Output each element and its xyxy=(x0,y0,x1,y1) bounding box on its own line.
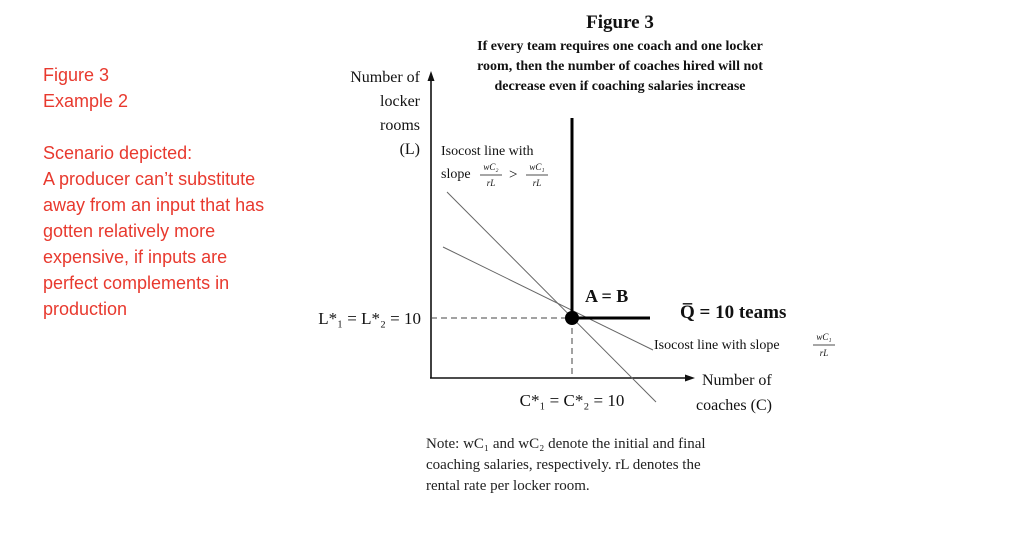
isocost2-label-line1: Isocost line with xyxy=(441,144,534,159)
tangency-point xyxy=(565,311,579,325)
scenario-line: away from an input that has xyxy=(43,195,265,215)
side-figure-label: Figure 3 xyxy=(43,65,110,85)
y-axis-label-line: rooms xyxy=(380,117,420,134)
figure-subtitle-line: room, then the number of coaches hired will not xyxy=(477,59,763,74)
y-axis-label-line: (L) xyxy=(399,141,420,158)
scenario-line: production xyxy=(43,299,128,319)
isocost2-den-right: rL xyxy=(532,178,542,188)
note-line: rental rate per locker room. xyxy=(426,478,590,494)
x-axis-arrow xyxy=(685,375,695,382)
isocost2-num-left: wC₂ xyxy=(483,162,499,172)
isocost2-den-left: rL xyxy=(486,178,496,188)
y-tick-label: L*₁ = L*₂ = 10 xyxy=(318,309,421,328)
x-axis-label-line: Number of xyxy=(702,372,772,389)
side-example-label: Example 2 xyxy=(43,91,129,111)
figure-title: Figure 3 xyxy=(586,12,654,33)
y-axis-label-line: locker xyxy=(380,93,420,110)
isoquant-label: Q̅ = 10 teams xyxy=(680,302,787,323)
isocost2-comparator: > xyxy=(509,167,518,183)
figure-subtitle-line: If every team requires one coach and one locker xyxy=(477,39,763,54)
x-axis-label-line: coaches (C) xyxy=(696,397,772,414)
scenario-line: A producer can’t substitute xyxy=(43,169,256,189)
scenario-line: perfect complements in xyxy=(43,273,230,293)
y-axis-arrow xyxy=(428,71,435,81)
scenario-heading: Scenario depicted: xyxy=(43,143,193,163)
scenario-line: gotten relatively more xyxy=(43,221,216,241)
scenario-line: expensive, if inputs are xyxy=(43,247,228,267)
isocost2-label-prefix: slope xyxy=(441,167,471,182)
x-tick-label: C*₁ = C*₂ = 10 xyxy=(519,391,625,410)
note-line: coaching salaries, respectively. rL denotes the xyxy=(426,457,701,473)
isocost2-num-right: wC₁ xyxy=(529,162,545,172)
isocost1-label: Isocost line with slope xyxy=(654,338,780,353)
figure-note xyxy=(426,434,756,497)
note-line: Note: wC₁ and wC₂ denote the initial and final xyxy=(426,436,706,452)
isocost1-numerator: wC₁ xyxy=(816,332,832,342)
point-label: A = B xyxy=(585,286,629,306)
isocost1-denominator: rL xyxy=(819,348,829,358)
y-axis-label-line: Number of xyxy=(350,69,420,86)
figure-subtitle-line: decrease even if coaching salaries increase xyxy=(494,79,746,94)
